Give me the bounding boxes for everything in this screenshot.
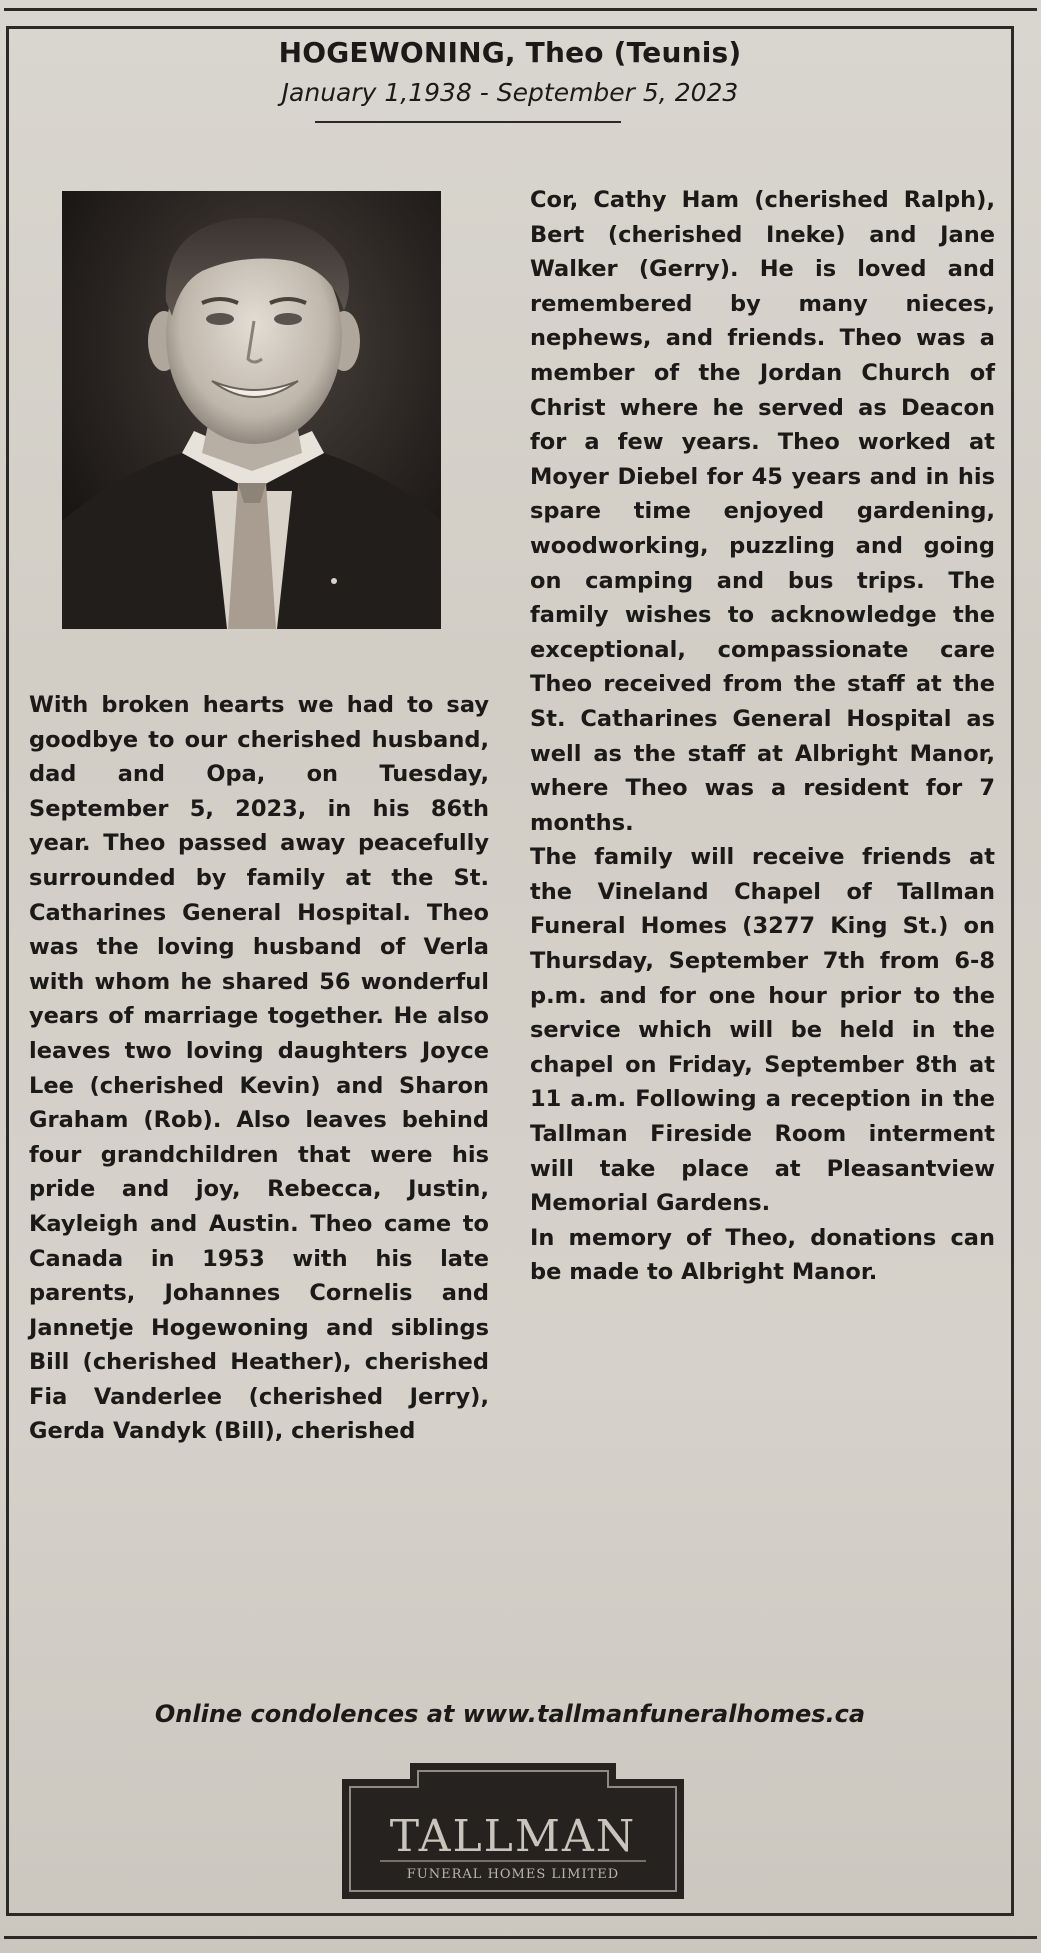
top-rule [4,8,1037,11]
logo-wordmark: TALLMAN [389,1811,637,1862]
name-heading: HOGEWONING, Theo (Teunis) [278,36,742,69]
bottom-rule [4,1936,1037,1939]
portrait-photo [62,191,441,629]
obituary-left-column [29,688,489,1449]
portrait-illustration [62,191,441,629]
online-condolences: Online condolences at www.tallmanfuneralhomes.ca [154,1700,866,1728]
obituary-paragraph-continued: Cor, Cathy Ham (cherished Ralph), Bert (cherished Ineke) and Jane Walker (Gerry). He is loved and remembered by many nieces, nephews, and friends. Theo was a member of the Jordan Church of Christ where he served as Deacon for a few years. Theo worked at Moyer Diebel for 45 years and in his spare time enjoyed gardening, woodworking, puzzling and going on camping and bus trips. The family wishes to acknowledge the exceptional, compassionate care Theo received from the staff at the St. Catharines General Hospital as well as the staff at Albright Manor, where Theo was a resident for 7 months. [530,187,995,836]
visitation-paragraph: The family will receive friends at the Vineland Chapel of Tallman Funeral Homes (3277 King St.) on Thursday, September 7th from 6-8 p.m. and for one hour prior to the service which will be held in the chapel on Friday, September 8th at 11 a.m. Following a reception in the Tallman Fireside Room interment will take place at Pleasantview Memorial Gardens. [530,844,995,1217]
logo-subtitle: FUNERAL HOMES LIMITED [406,1867,620,1882]
obituary-paragraph: With broken hearts we had to say goodbye to our cherished husband, dad and Opa, on Tuesday, September 5, 2023, in his 86th year. Theo passed away peacefully surrounded by family at the St. Catharines General Hospital. Theo was the loving husband of Verla with whom he shared 56 wonderful years of marriage together. He also leaves two loving daughters Joyce Lee (cherished Kevin) and Sharon Graham (Rob). Also leaves behind four grandchildren that were his pride and joy, Rebecca, Justin, Kayleigh and Austin. Theo came to Canada in 1953 with his late parents, Johannes Cornelis and Jannetje Hogewoning and siblings Bill (cherished Heather), cherished Fia Vanderlee (cherished Jerry), Gerda Vandyk (Bill), cherished [29,692,489,1445]
life-dates: January 1,1938 - September 5, 2023 [281,78,739,107]
donations-paragraph: In memory of Theo, donations can be made to Albright Manor. [530,1224,995,1286]
tallman-logo [340,1755,686,1901]
obituary-right-column [530,183,995,1290]
dates-underline [315,121,621,123]
